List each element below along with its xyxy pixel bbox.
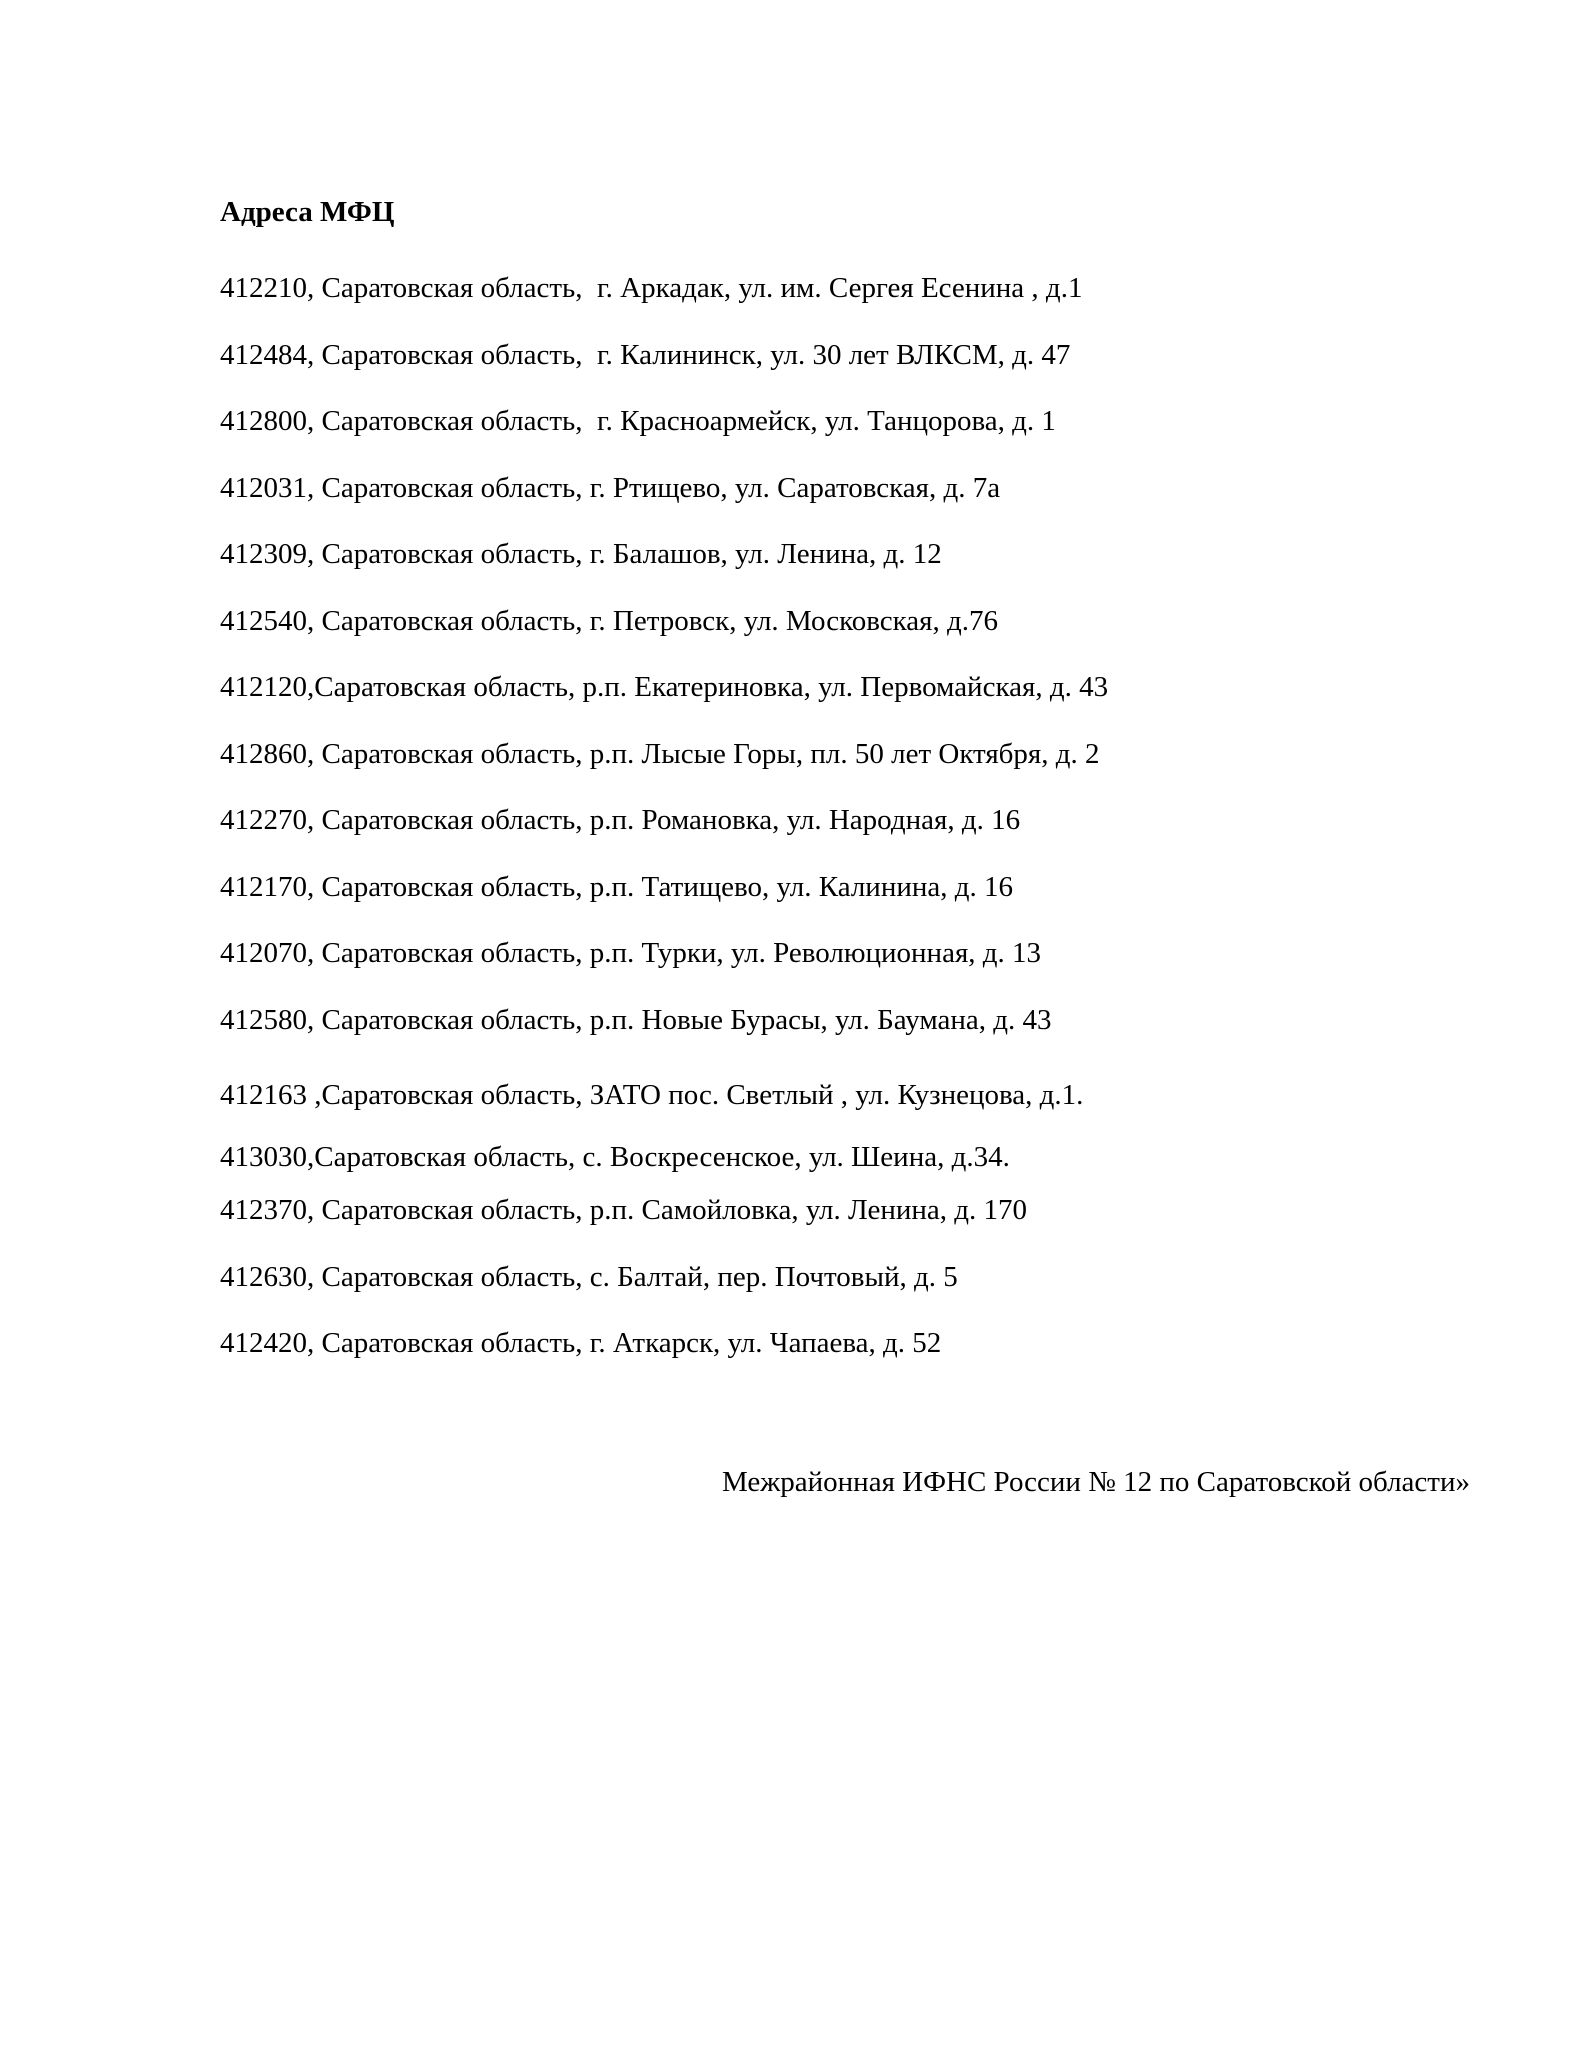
address-line: 413030,Саратовская область, с. Воскресенское, ул. Шеина, д.34.: [220, 1141, 1010, 1173]
address-line: 412630, Саратовская область, с. Балтай, пер. Почтовый, д. 5: [220, 1261, 958, 1293]
address-line: 412484, Саратовская область, г. Калининск, ул. 30 лет ВЛКСМ, д. 47: [220, 339, 1071, 371]
document-footer-signature: Межрайонная ИФНС России № 12 по Саратовской области»: [721, 1466, 1470, 1498]
document-title: Адреса МФЦ: [220, 196, 395, 228]
address-line: 412210, Саратовская область, г. Аркадак, ул. им. Сергея Есенина , д.1: [220, 272, 1083, 304]
address-line: 412170, Саратовская область, р.п. Татищево, ул. Калинина, д. 16: [220, 871, 1014, 903]
address-line: 412800, Саратовская область, г. Красноармейск, ул. Танцорова, д. 1: [220, 405, 1056, 437]
address-line: 412031, Саратовская область, г. Ртищево, ул. Саратовская, д. 7а: [220, 472, 1001, 504]
address-line: 412860, Саратовская область, р.п. Лысые Горы, пл. 50 лет Октября, д. 2: [220, 738, 1100, 770]
address-line: 412270, Саратовская область, р.п. Романовка, ул. Народная, д. 16: [220, 804, 1021, 836]
address-line: 412309, Саратовская область, г. Балашов, ул. Ленина, д. 12: [220, 538, 942, 570]
address-line: 412120,Саратовская область, р.п. Екатериновка, ул. Первомайская, д. 43: [220, 671, 1109, 703]
address-line: 412540, Саратовская область, г. Петровск, ул. Московская, д.76: [220, 605, 998, 637]
address-line: 412580, Саратовская область, р.п. Новые Бурасы, ул. Баумана, д. 43: [220, 1004, 1052, 1036]
address-line: 412163 ,Саратовская область, ЗАТО пос. Светлый , ул. Кузнецова, д.1.: [220, 1079, 1084, 1111]
address-line: 412420, Саратовская область, г. Аткарск, ул. Чапаева, д. 52: [220, 1327, 942, 1359]
address-line: 412370, Саратовская область, р.п. Самойловка, ул. Ленина, д. 170: [220, 1194, 1028, 1226]
address-line: 412070, Саратовская область, р.п. Турки, ул. Революционная, д. 13: [220, 937, 1042, 969]
